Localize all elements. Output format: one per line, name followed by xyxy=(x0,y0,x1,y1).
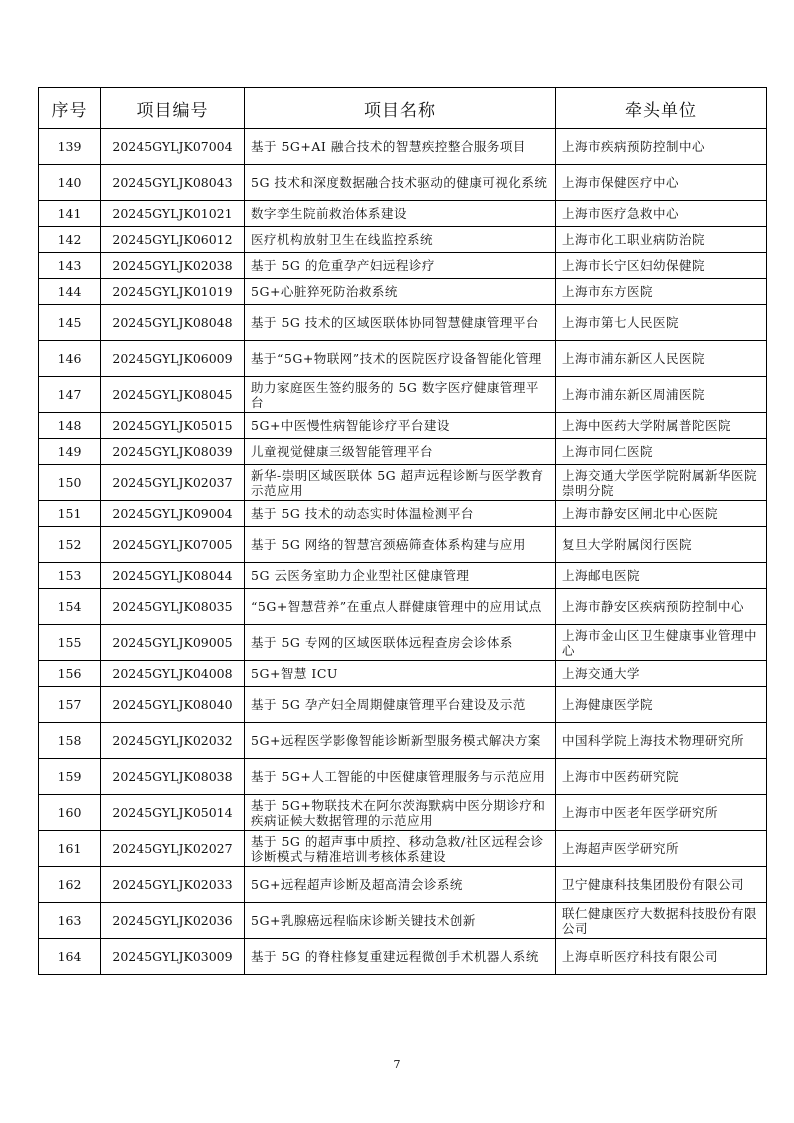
cell-project-name: 5G 云医务室助力企业型社区健康管理 xyxy=(245,563,556,589)
cell-lead-unit: 上海市浦东新区周浦医院 xyxy=(556,377,767,413)
table-row xyxy=(39,563,767,589)
cell-project-code: 20245GYLJK08043 xyxy=(101,165,245,201)
cell-project-code: 20245GYLJK06009 xyxy=(101,341,245,377)
table-row xyxy=(39,279,767,305)
table-row xyxy=(39,129,767,165)
header-project-code: 项目编号 xyxy=(101,88,245,129)
cell-project-code: 20245GYLJK09004 xyxy=(101,501,245,527)
cell-project-code: 20245GYLJK09005 xyxy=(101,625,245,661)
cell-project-name: 5G 技术和深度数据融合技术驱动的健康可视化系统 xyxy=(245,165,556,201)
cell-lead-unit: 中国科学院上海技术物理研究所 xyxy=(556,723,767,759)
cell-lead-unit: 上海交通大学 xyxy=(556,661,767,687)
cell-project-name: 医疗机构放射卫生在线监控系统 xyxy=(245,227,556,253)
table-row xyxy=(39,589,767,625)
cell-serial-number: 139 xyxy=(39,129,101,165)
table-row xyxy=(39,867,767,903)
cell-project-name: 基于“5G+物联网”技术的医院医疗设备智能化管理 xyxy=(245,341,556,377)
cell-project-code: 20245GYLJK08040 xyxy=(101,687,245,723)
cell-lead-unit: 上海市长宁区妇幼保健院 xyxy=(556,253,767,279)
table-row xyxy=(39,831,767,867)
cell-lead-unit: 上海市东方医院 xyxy=(556,279,767,305)
cell-project-name: 数字孪生院前救治体系建设 xyxy=(245,201,556,227)
cell-project-code: 20245GYLJK06012 xyxy=(101,227,245,253)
cell-lead-unit: 上海市静安区闸北中心医院 xyxy=(556,501,767,527)
cell-serial-number: 164 xyxy=(39,939,101,975)
cell-serial-number: 141 xyxy=(39,201,101,227)
cell-serial-number: 155 xyxy=(39,625,101,661)
cell-serial-number: 147 xyxy=(39,377,101,413)
cell-serial-number: 146 xyxy=(39,341,101,377)
table-row xyxy=(39,377,767,413)
cell-project-name: 基于 5G 技术的区域医联体协同智慧健康管理平台 xyxy=(245,305,556,341)
table-row xyxy=(39,759,767,795)
cell-serial-number: 145 xyxy=(39,305,101,341)
table-row xyxy=(39,795,767,831)
cell-lead-unit: 上海邮电医院 xyxy=(556,563,767,589)
cell-project-code: 20245GYLJK02033 xyxy=(101,867,245,903)
header-serial-number: 序号 xyxy=(39,88,101,129)
table-row xyxy=(39,253,767,279)
cell-project-name: 基于 5G 的脊柱修复重建远程微创手术机器人系统 xyxy=(245,939,556,975)
cell-lead-unit: 上海交通大学医学院附属新华医院崇明分院 xyxy=(556,465,767,501)
cell-project-code: 20245GYLJK03009 xyxy=(101,939,245,975)
cell-project-name: 新华-崇明区域医联体 5G 超声远程诊断与医学教育示范应用 xyxy=(245,465,556,501)
cell-project-code: 20245GYLJK04008 xyxy=(101,661,245,687)
cell-project-name: 5G+心脏猝死防治救系统 xyxy=(245,279,556,305)
cell-lead-unit: 上海市金山区卫生健康事业管理中心 xyxy=(556,625,767,661)
page-number: 7 xyxy=(393,1058,401,1071)
cell-serial-number: 142 xyxy=(39,227,101,253)
cell-project-name: 基于 5G+AI 融合技术的智慧疾控整合服务项目 xyxy=(245,129,556,165)
cell-project-name: 儿童视觉健康三级智能管理平台 xyxy=(245,439,556,465)
cell-serial-number: 154 xyxy=(39,589,101,625)
cell-project-code: 20245GYLJK01019 xyxy=(101,279,245,305)
cell-serial-number: 149 xyxy=(39,439,101,465)
cell-project-name: 助力家庭医生签约服务的 5G 数字医疗健康管理平台 xyxy=(245,377,556,413)
cell-project-code: 20245GYLJK07005 xyxy=(101,527,245,563)
cell-project-code: 20245GYLJK02036 xyxy=(101,903,245,939)
cell-project-name: 基于 5G 的超声事中质控、移动急救/社区远程会诊诊断模式与精准培训考核体系建设 xyxy=(245,831,556,867)
table-row xyxy=(39,661,767,687)
header-lead-unit: 牵头单位 xyxy=(556,88,767,129)
cell-serial-number: 150 xyxy=(39,465,101,501)
table-row xyxy=(39,439,767,465)
cell-project-code: 20245GYLJK05015 xyxy=(101,413,245,439)
cell-project-name: 基于 5G+物联技术在阿尔茨海默病中医分期诊疗和疾病证候大数据管理的示范应用 xyxy=(245,795,556,831)
table-row xyxy=(39,227,767,253)
cell-lead-unit: 复旦大学附属闵行医院 xyxy=(556,527,767,563)
table-row xyxy=(39,527,767,563)
header-project-name: 项目名称 xyxy=(245,88,556,129)
cell-project-code: 20245GYLJK08045 xyxy=(101,377,245,413)
cell-project-code: 20245GYLJK08038 xyxy=(101,759,245,795)
table-row xyxy=(39,413,767,439)
cell-lead-unit: 上海健康医学院 xyxy=(556,687,767,723)
cell-lead-unit: 上海卓昕医疗科技有限公司 xyxy=(556,939,767,975)
cell-project-name: 基于 5G 专网的区域医联体远程查房会诊体系 xyxy=(245,625,556,661)
cell-project-name: 基于 5G 的危重孕产妇远程诊疗 xyxy=(245,253,556,279)
cell-lead-unit: 上海市化工职业病防治院 xyxy=(556,227,767,253)
table-row xyxy=(39,723,767,759)
table-row xyxy=(39,341,767,377)
cell-serial-number: 151 xyxy=(39,501,101,527)
cell-lead-unit: 上海市保健医疗中心 xyxy=(556,165,767,201)
project-table xyxy=(38,87,767,975)
cell-serial-number: 140 xyxy=(39,165,101,201)
cell-serial-number: 144 xyxy=(39,279,101,305)
cell-project-name: 基于 5G 孕产妇全周期健康管理平台建设及示范 xyxy=(245,687,556,723)
cell-serial-number: 159 xyxy=(39,759,101,795)
cell-serial-number: 161 xyxy=(39,831,101,867)
cell-lead-unit: 上海市医疗急救中心 xyxy=(556,201,767,227)
table-row xyxy=(39,201,767,227)
cell-lead-unit: 卫宁健康科技集团股份有限公司 xyxy=(556,867,767,903)
cell-project-code: 20245GYLJK08048 xyxy=(101,305,245,341)
cell-lead-unit: 上海市中医老年医学研究所 xyxy=(556,795,767,831)
cell-serial-number: 143 xyxy=(39,253,101,279)
cell-project-code: 20245GYLJK02027 xyxy=(101,831,245,867)
cell-serial-number: 153 xyxy=(39,563,101,589)
cell-project-name: “5G+智慧营养”在重点人群健康管理中的应用试点 xyxy=(245,589,556,625)
cell-lead-unit: 上海市同仁医院 xyxy=(556,439,767,465)
cell-project-code: 20245GYLJK08044 xyxy=(101,563,245,589)
cell-project-name: 5G+乳腺癌远程临床诊断关键技术创新 xyxy=(245,903,556,939)
cell-project-code: 20245GYLJK08039 xyxy=(101,439,245,465)
cell-serial-number: 148 xyxy=(39,413,101,439)
table-body xyxy=(39,129,767,975)
cell-project-code: 20245GYLJK01021 xyxy=(101,201,245,227)
table-row xyxy=(39,903,767,939)
cell-serial-number: 158 xyxy=(39,723,101,759)
cell-project-name: 基于 5G 网络的智慧宫颈癌筛查体系构建与应用 xyxy=(245,527,556,563)
table-row xyxy=(39,939,767,975)
cell-project-name: 基于 5G 技术的动态实时体温检测平台 xyxy=(245,501,556,527)
cell-lead-unit: 上海市浦东新区人民医院 xyxy=(556,341,767,377)
cell-project-name: 5G+中医慢性病智能诊疗平台建设 xyxy=(245,413,556,439)
table-row xyxy=(39,687,767,723)
cell-serial-number: 157 xyxy=(39,687,101,723)
table-row xyxy=(39,165,767,201)
table-row xyxy=(39,625,767,661)
cell-project-code: 20245GYLJK07004 xyxy=(101,129,245,165)
cell-lead-unit: 上海超声医学研究所 xyxy=(556,831,767,867)
cell-lead-unit: 上海市静安区疾病预防控制中心 xyxy=(556,589,767,625)
cell-serial-number: 156 xyxy=(39,661,101,687)
table-row xyxy=(39,501,767,527)
cell-serial-number: 160 xyxy=(39,795,101,831)
cell-project-code: 20245GYLJK05014 xyxy=(101,795,245,831)
table-row xyxy=(39,465,767,501)
table-row xyxy=(39,305,767,341)
cell-serial-number: 162 xyxy=(39,867,101,903)
cell-project-name: 5G+智慧 ICU xyxy=(245,661,556,687)
cell-project-code: 20245GYLJK02038 xyxy=(101,253,245,279)
cell-serial-number: 163 xyxy=(39,903,101,939)
cell-lead-unit: 上海市第七人民医院 xyxy=(556,305,767,341)
cell-project-name: 5G+远程医学影像智能诊断新型服务模式解决方案 xyxy=(245,723,556,759)
cell-lead-unit: 上海市中医药研究院 xyxy=(556,759,767,795)
cell-project-name: 5G+远程超声诊断及超高清会诊系统 xyxy=(245,867,556,903)
project-table-container xyxy=(38,87,766,975)
cell-project-code: 20245GYLJK08035 xyxy=(101,589,245,625)
cell-project-code: 20245GYLJK02032 xyxy=(101,723,245,759)
cell-lead-unit: 上海中医药大学附属普陀医院 xyxy=(556,413,767,439)
cell-serial-number: 152 xyxy=(39,527,101,563)
cell-project-name: 基于 5G+人工智能的中医健康管理服务与示范应用 xyxy=(245,759,556,795)
table-header-row xyxy=(39,88,767,129)
cell-lead-unit: 联仁健康医疗大数据科技股份有限公司 xyxy=(556,903,767,939)
cell-lead-unit: 上海市疾病预防控制中心 xyxy=(556,129,767,165)
cell-project-code: 20245GYLJK02037 xyxy=(101,465,245,501)
